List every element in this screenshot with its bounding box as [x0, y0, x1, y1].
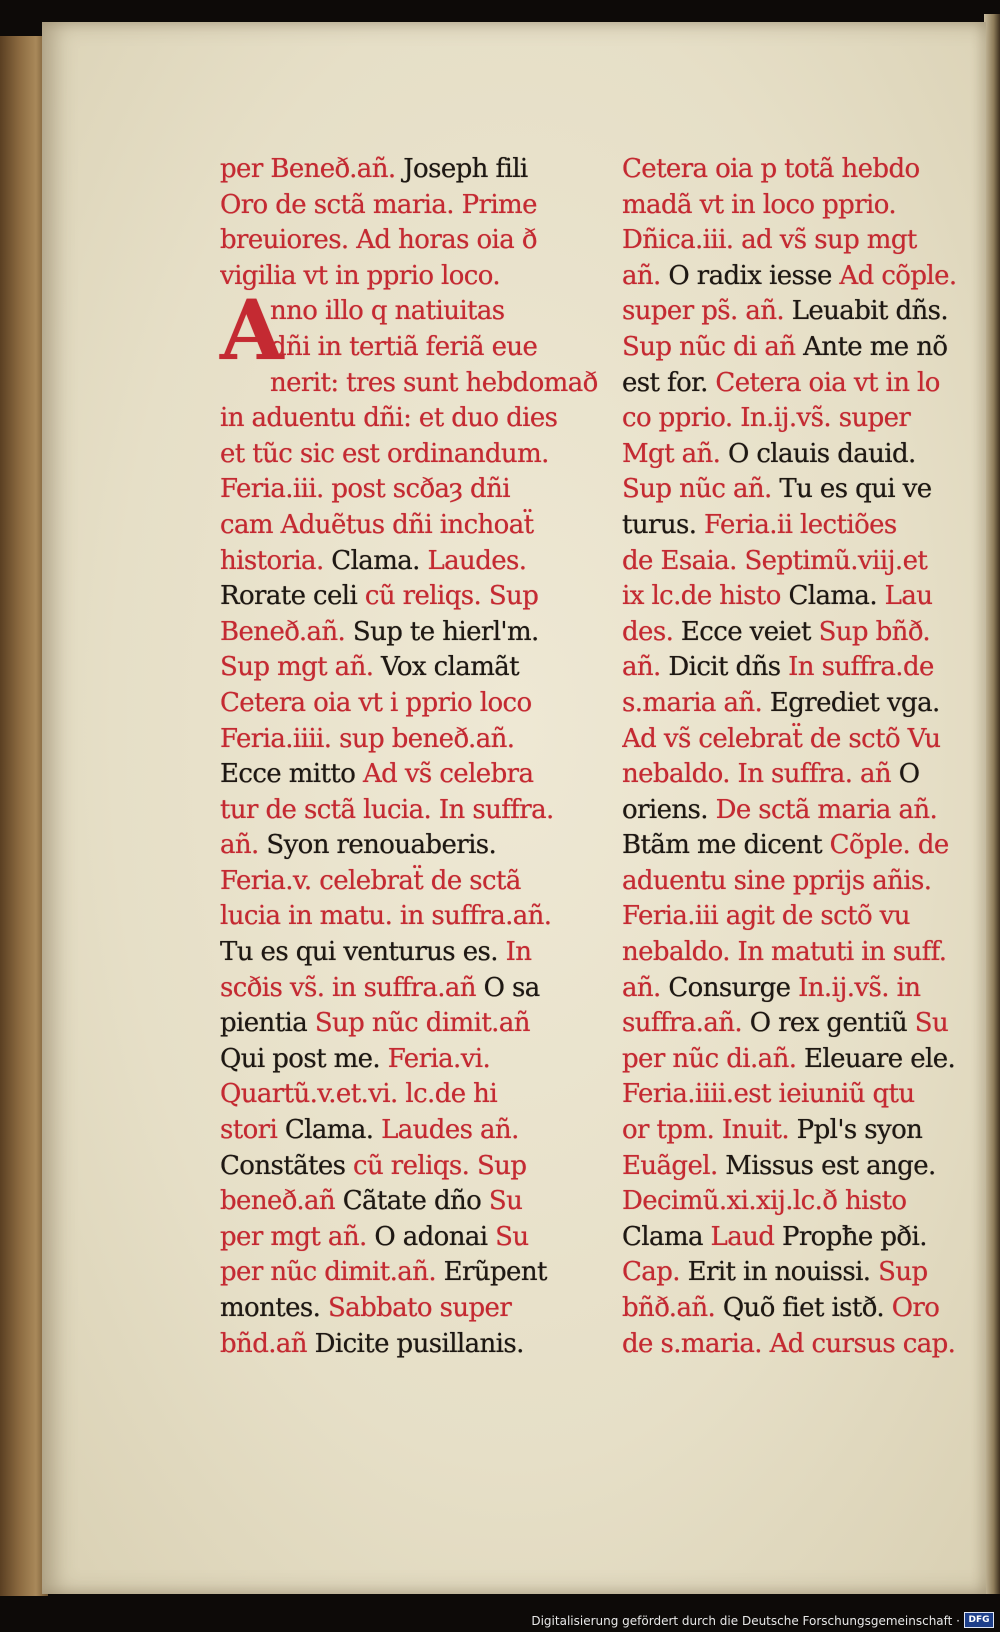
text-line: [622, 223, 1000, 259]
rubric-text: Oro: [884, 1293, 940, 1323]
black-text: O radix iesse: [660, 260, 832, 291]
rubric-text: Ad vs̃ celebraẗ de sctõ Vu: [622, 723, 941, 754]
text-line: [622, 722, 1000, 758]
rubric-text: Feria.iii agit de sctõ vu: [622, 901, 910, 932]
rubric-text: añ.: [622, 972, 661, 1003]
right-column: [622, 152, 1000, 1362]
rubric-text: suffra.añ.: [622, 1008, 743, 1039]
text-line: [622, 437, 1000, 473]
black-text: est for.: [622, 367, 708, 398]
black-text: Clama.: [323, 545, 420, 576]
rubric-text: Ad cõple.: [831, 260, 957, 291]
rubric-text: et tũc sic est ordinandum.: [220, 438, 549, 469]
text-line: [220, 1291, 600, 1327]
text-line: [220, 650, 600, 686]
text-line: [622, 828, 1000, 864]
rubric-text: cũ reliqs. Sup: [357, 581, 539, 612]
black-text: Egrediet vga.: [762, 687, 940, 718]
rubric-text: Cetera oia vt in lo: [707, 367, 940, 398]
rubric-text: Su: [907, 1008, 949, 1039]
text-line: [622, 971, 1000, 1007]
rubric-text: cam Aduẽtus dñi inchoaẗ: [220, 509, 534, 540]
text-line: [220, 1184, 600, 1220]
rubric-text: des.: [622, 616, 674, 647]
text-line: [622, 615, 1000, 651]
text-line: [622, 508, 1000, 544]
rubric-text: scðis vs̃. in suffra.añ: [220, 972, 476, 1003]
text-line: [622, 152, 1000, 188]
text-line: [220, 188, 600, 224]
black-text: Leuabit dñs.: [784, 296, 949, 327]
rubric-text: Laud: [702, 1221, 775, 1252]
rubric-text: Lau: [877, 581, 933, 612]
rubric-text: dñi in tertiã feriã eue: [270, 331, 538, 362]
text-block: [220, 152, 1000, 1359]
black-text: Ecce veiet: [673, 616, 811, 647]
text-line: [622, 935, 1000, 971]
rubric-text: per nũc dimit.añ.: [220, 1257, 436, 1288]
rubric-text: per nũc di.añ.: [622, 1043, 797, 1074]
rubric-text: lucia in matu. in suffra.añ.: [220, 901, 552, 932]
black-text: Ppl's syon: [789, 1115, 923, 1146]
rubric-text: Feria.iiii. sup beneð.añ.: [220, 723, 515, 754]
funding-credit: Digitalisierung gefördert durch die Deutsche Forschungsgemeinschaft ·: [531, 1614, 960, 1628]
text-line: [622, 579, 1000, 615]
black-text: Joseph fili: [395, 154, 528, 184]
text-line: [220, 1220, 600, 1256]
rubric-text: tur de sctã lucia. In suffra.: [220, 794, 554, 825]
rubric-text: co pprio. In.ij.vs̃. super: [622, 403, 911, 434]
rubric-text: s.maria añ.: [622, 687, 763, 718]
black-text: O: [891, 759, 920, 790]
black-text: Missus est ange.: [717, 1150, 936, 1181]
rubric-text: Mgt añ.: [622, 438, 721, 469]
text-line: [622, 793, 1000, 829]
rubric-text: nebaldo. In suffra. añ: [622, 759, 892, 790]
text-line: [220, 544, 600, 580]
rubric-text: Sup: [870, 1257, 928, 1288]
dfg-logo: DFG: [964, 1612, 994, 1628]
text-line: [220, 152, 600, 188]
rubric-text: Laudes añ.: [373, 1115, 519, 1146]
text-line: [220, 971, 600, 1007]
rubric-text: Feria.v. celebraẗ de sctã: [220, 865, 521, 896]
rubric-text: de Esaia. Septimũ.viij.et: [622, 545, 928, 576]
black-text: Cãtate dño: [335, 1186, 482, 1217]
text-line: [622, 899, 1000, 935]
rubric-text: Sup bñð.: [810, 616, 931, 647]
rubric-text: stori: [220, 1115, 278, 1146]
text-line: [622, 650, 1000, 686]
rubric-text: In suffra.de: [780, 652, 934, 683]
rubric-text: añ.: [220, 830, 259, 861]
black-text: Erũpent: [436, 1257, 547, 1288]
rubric-text: añ.: [622, 260, 661, 291]
rubric-text: Beneð.añ.: [220, 616, 346, 647]
text-line: [622, 1291, 1000, 1327]
rubric-text: aduentu sine pprijs añis.: [622, 865, 932, 896]
black-text: Eleuare ele.: [796, 1043, 956, 1074]
black-text: Clama: [622, 1221, 703, 1252]
left-column: [220, 152, 600, 1362]
text-line: [220, 1113, 600, 1149]
black-text: turus.: [622, 509, 697, 540]
text-line: [622, 1006, 1000, 1042]
text-line: [622, 1113, 1000, 1149]
rubric-text: Sup mgt añ.: [220, 652, 374, 683]
rubric-text: Feria.iii. post scðaȝ dñi: [220, 474, 510, 505]
text-line: [270, 366, 600, 402]
rubric-text: Cõple. de: [821, 830, 949, 861]
text-line: [622, 330, 1000, 366]
text-line: [220, 615, 600, 651]
black-text: Constãtes: [220, 1150, 346, 1181]
rubric-text: nerit: tres sunt hebdomað: [270, 367, 598, 398]
black-text: Ante me nõ: [795, 331, 948, 362]
black-text: O clauis dauid.: [720, 438, 916, 469]
book-spine-edge: [0, 36, 48, 1596]
black-text: Qui post me.: [220, 1043, 381, 1074]
rubric-text: Dñica.iii. ad vs̃ sup mgt: [622, 225, 917, 256]
text-line: [622, 686, 1000, 722]
black-text: Dicite pusillanis.: [306, 1328, 524, 1359]
text-line: [220, 579, 600, 615]
text-line: [622, 472, 1000, 508]
rubric-text: ix lc.de histo: [622, 581, 781, 612]
rubric-text: Cetera oia vt i pprio loco: [220, 687, 532, 718]
drop-initial: A: [220, 283, 284, 380]
text-line: [220, 437, 600, 473]
text-line: [622, 1255, 1000, 1291]
rubric-text: Sabbato super: [320, 1293, 512, 1323]
text-line: [270, 330, 600, 366]
text-line: [622, 1077, 1000, 1113]
black-text: Vox clamãt: [373, 652, 520, 683]
rubric-text: Oro de sctã maria. Prime: [220, 189, 537, 220]
black-text: Clama.: [277, 1115, 374, 1146]
rubric-text: de s.maria. Ad cursus cap.: [622, 1328, 956, 1359]
rubric-text: añ.: [622, 652, 661, 683]
text-line: [622, 401, 1000, 437]
rubric-text: Su: [481, 1186, 523, 1217]
rubric-text: Quartũ.v.et.vi. lc.de hi: [220, 1079, 498, 1110]
text-line: [622, 1042, 1000, 1078]
text-line: [622, 757, 1000, 793]
rubric-text: In.ij.vs̃. in: [790, 972, 921, 1003]
black-text: O sa: [475, 972, 540, 1003]
black-text: Rorate celi: [220, 581, 358, 612]
text-line: [220, 1042, 600, 1078]
rubric-text: Su: [487, 1221, 529, 1252]
text-line: [622, 1327, 1000, 1363]
rubric-text: In: [497, 937, 532, 968]
black-text: O rex gentiũ: [742, 1008, 908, 1039]
black-text: O adonai: [366, 1221, 488, 1252]
rubric-text: bñd.añ: [220, 1328, 307, 1359]
black-text: Tu es qui venturus es.: [220, 937, 498, 968]
black-text: Consurge: [660, 972, 791, 1003]
text-line: [220, 1149, 600, 1185]
black-text: Quõ fiet istð.: [715, 1293, 885, 1323]
rubric-text: breuiores. Ad horas oia ð: [220, 225, 537, 256]
rubric-text: Sup nũc di añ: [622, 331, 796, 362]
black-text: montes.: [220, 1293, 321, 1323]
text-line: [220, 401, 600, 437]
text-line: [220, 722, 600, 758]
rubric-text: Decimũ.xi.xij.lc.ð histo: [622, 1186, 907, 1217]
text-line: [622, 544, 1000, 580]
rubric-text: vigilia vt in pprio loco.: [220, 260, 501, 291]
text-line: [220, 793, 600, 829]
rubric-text: per mgt añ.: [220, 1221, 367, 1252]
rubric-text: historia.: [220, 545, 324, 576]
rubric-text: in aduentu dñi: et duo dies: [220, 403, 558, 434]
text-line: [622, 1220, 1000, 1256]
black-text: oriens.: [622, 794, 708, 825]
rubric-text: cũ reliqs. Sup: [345, 1150, 527, 1181]
rubric-text: Euãgel.: [622, 1150, 718, 1181]
black-text: pientia: [220, 1008, 308, 1039]
text-line: [622, 294, 1000, 330]
footer-bar: [0, 1606, 1000, 1632]
rubric-text: Feria.vi.: [380, 1043, 491, 1074]
text-line: [622, 188, 1000, 224]
text-line: [622, 864, 1000, 900]
rubric-text: Feria.ii lectiões: [696, 509, 897, 540]
text-line: [622, 1149, 1000, 1185]
rubric-text: Cetera oia p totã hebdo: [622, 154, 920, 184]
text-line: [220, 223, 600, 259]
rubric-text: Feria.iiii.est ieiuniũ qtu: [622, 1079, 915, 1110]
text-line: [220, 757, 600, 793]
text-line: [220, 508, 600, 544]
rubric-text: beneð.añ: [220, 1186, 336, 1217]
black-text: Erit in nouissi.: [679, 1257, 871, 1288]
rubric-text: Ad vs̃ celebra: [355, 759, 534, 790]
text-line: [220, 899, 600, 935]
black-text: Tu es qui ve: [771, 474, 932, 505]
text-line: [220, 472, 600, 508]
text-line: [622, 366, 1000, 402]
text-line: [220, 259, 600, 295]
text-line: [220, 1255, 600, 1291]
rubric-text: Sup nũc dimit.añ: [307, 1008, 530, 1039]
black-text: Dicit dñs: [660, 652, 781, 683]
rubric-text: nno illo q natiuitas: [270, 296, 505, 327]
text-line: [220, 864, 600, 900]
black-text: Clama.: [780, 581, 877, 612]
black-text: Btãm me dicent: [622, 830, 822, 861]
text-line: [622, 1184, 1000, 1220]
rubric-text: or tpm. Inuit.: [622, 1115, 790, 1146]
rubric-text: Cap.: [622, 1257, 680, 1288]
rubric-text: Laudes.: [419, 545, 527, 576]
rubric-text: De sctã maria añ.: [707, 794, 938, 825]
rubric-text: per Beneð.añ.: [220, 154, 396, 184]
text-line: [622, 259, 1000, 295]
rubric-text: Sup nũc añ.: [622, 474, 772, 505]
black-text: Ecce mitto: [220, 759, 356, 790]
black-text: Sup te hierl'm.: [345, 616, 539, 647]
text-line: [220, 1327, 600, 1363]
rubric-text: super ps̃. añ.: [622, 296, 785, 327]
text-line: [220, 935, 600, 971]
text-line: [220, 1006, 600, 1042]
text-line: [220, 1077, 600, 1113]
text-line: [220, 828, 600, 864]
book-page: [42, 22, 986, 1594]
rubric-text: nebaldo. In matuti in suff.: [622, 937, 947, 968]
black-text: Syon renouaberis.: [258, 830, 497, 861]
black-text: Propħe pði.: [774, 1221, 927, 1252]
text-line: [220, 686, 600, 722]
rubric-text: bñð.añ.: [622, 1293, 716, 1323]
rubric-text: madã vt in loco pprio.: [622, 189, 897, 220]
